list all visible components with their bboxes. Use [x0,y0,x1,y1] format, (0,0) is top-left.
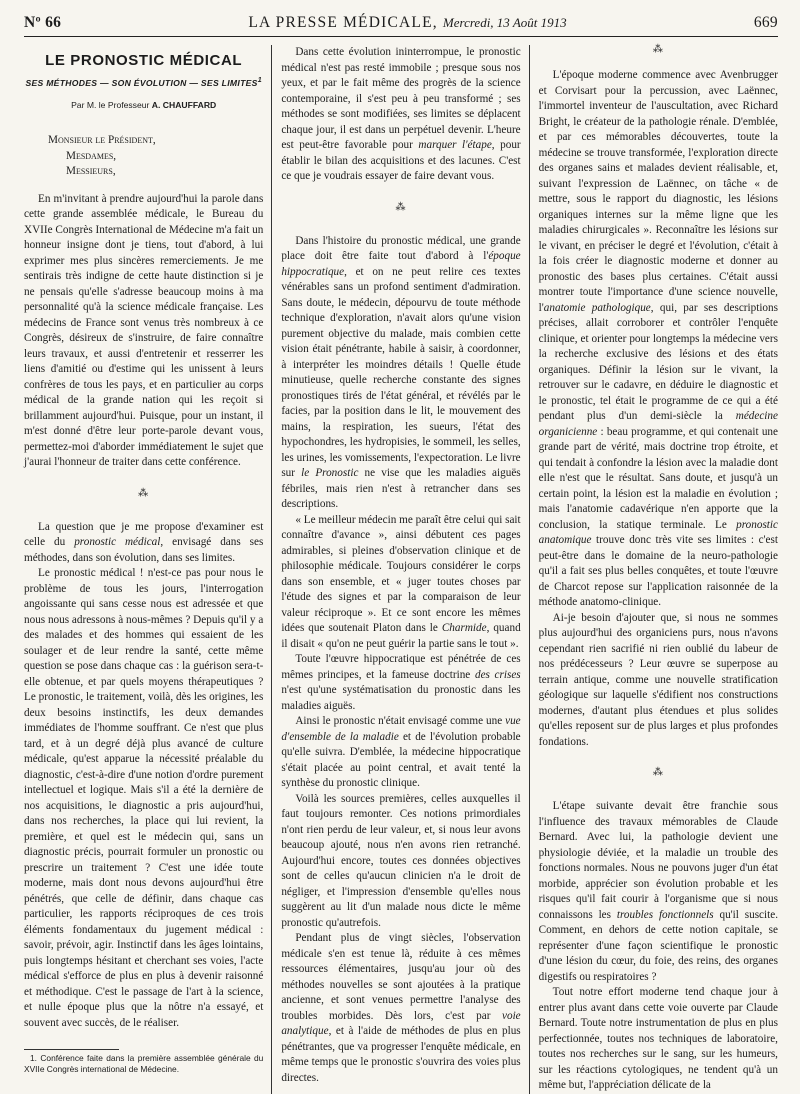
asterism-ornament: ⁂ [395,201,407,213]
paragraph: Ainsi le pronostic n'était envisagé comme une vue d'ensemble de la maladie et de l'évolution probable qu'elle suivra. D'emblée, la médecine hippocratique s'était placée au point central, et avait tenté la synthèse du pronostic clinique. [281,715,521,789]
paragraph: « Le meilleur médecin me paraît être celui qui sait connaître d'avance », ainsi débutent ces pages admirables, si pleines d'observation clinique et de philosophie médicale. Toujours considérer le corps dans son ensemble, et « juger toutes choses par l'étude des signes et par la comparaison de leur valeur réciproque ». Et ce sont encore les mêmes idées que soutenait Platon dans le Charmide, quand il disait « qu'on ne peut guérir la partie sans le tout ». [281,513,521,650]
asterism-ornament: ⁂ [138,487,150,499]
column-3 [530,45,778,1094]
asterism-ornament: ⁂ [652,767,664,778]
paragraph: Toute l'œuvre hippocratique est pénétrée de ces mêmes principes, et la fameuse doctrine des crises n'est qu'une systématisation du pronostic dans les maladies aiguës. [281,653,521,712]
author-prefix: Par M. le Professeur [71,99,150,110]
paragraph: L'époque moderne commence avec Avenbrugger et Corvisart pour la percussion, avec Laënnec, l'immortel inventeur de l'auscultation, avec Richard Bright, le créateur de la pathologie rénale. D'emblée, et par ces mémorables découvertes, toute la médecine se trouve transformée, l'exploration directe des organes sains et malades devient réalisable, et, suivant l'expression de Laënnec, on tâche « de mettre, sous le rapport du diagnostic, les lésions organiques internes sur la même ligne que les maladies chirurgicales ». Reconnaître les lésions sur le vivant, en préciser le degré et l'évolution, c'était à la fois créer le diagnostic moderne et donner au pronostic des bases plus certaines. C'était aussi montrer toute l'importance d'une science nouvelle, l'anatomie pathologique, qui, par ses descriptions précises, allait corroborer et contrôler l'enquête clinique, et orienter pour longtemps la médecine vers la recherche exclusive des lésions et des états organiques. Définir la lésion sur le vivant, la retrouver sur le cadavre, en déduire le diagnostic et le pronostic, tel était le programme de ce qui a été pendant plus d'un demi-siècle la médecine organicienne : beau programme, et qui contenait une grande part de vérité, mais doctrine trop étroite, et qui tendait à confondre la lésion avec la maladie dont elle n'est que le résultat. Sans doute, et jusqu'à un certain point, la lésion est la maladie en évolution ; mais l'anatomie cadavérique n'en apporte que la conclusion, la statique terminale. Le pronostic anatomique trouve donc très vite ses limites : c'est peut-être dans le domaine de la neuro-pathologie qu'il a fait ses plus belles conquêtes, et toute l'œuvre de Charcot repose sur l'application raisonnée de la méthode anatomo-clinique. [538,69,778,608]
salutation-line: Messieurs, [66,165,116,178]
paragraph: Dans l'histoire du pronostic médical, une grande place doit être faite tout d'abord à l'époque hippocratique, et on ne peut relire ces textes vénérables sans un profond sentiment d'admiration. Sans doute, le médecin, dépourvu de toute méthode technique d'exploration, n'avait alors qu'une vision purement objective du malade, mais combien cette vision était pénétrante, habile à saisir, à coordonner, à interpréter les moindres détails ! Quelle étude minutieuse, quelle recherche constante des signes pronostiques tirés de l'état général, et révélés par le facies, par la position dans le lit, le mouvement des mains, la respiration, les sueurs, l'état des hypochondres, les hydropisies, le sommeil, les selles, les urines, les vomissements, l'expectoration. Le livre sur le Pronostic ne vise que les maladies aiguës fébriles, mais rien n'est à retrancher dans ses descriptions. [281,234,521,510]
author-name: A. CHAUFFARD [151,99,217,110]
article-columns [24,45,778,1094]
column-1 [24,45,271,1094]
paragraph: La question que je me propose d'examiner est celle du pronostic médical, envisagé dans ses méthodes, dans son évolution, dans ses limites. [24,520,264,564]
footnote-ref: 1 [257,76,262,84]
paragraph: En m'invitant à prendre aujourd'hui la parole dans cette grande assemblée médicale, le Bureau du XVIIe Congrès International de Médecine m'a fait un honneur insigne dont je tiens, tout d'abord, à lui exprimer mes plus sincères remerciements. Je me sentirais très indigne de cette haute distinction si je ne pensais qu'elle s'adresse beaucoup moins à ma personnalité qu'à la science médicale française. Les médecins de France sont venus très nombreux à ce Congrès, désireux de s'instruire, de faire connaître leurs travaux, et aussi d'entretenir et resserrer les liens d'amitié ou d'estime qui les unissent à leurs confrères de tous les pays, et en particulier au corps médical de la grande nation qui les reçoit si brillamment aujourd'hui. Puisque, pour un instant, il m'est donné d'être leur porte-parole devant vous, permettez-moi d'aborder immédiatement le sujet que j'aurai l'honneur de traiter dans cette conférence. [24,192,264,469]
paragraph: Pendant plus de vingt siècles, l'observation médicale s'en est tenue là, réduite à ces mêmes ressources élémentaires, jusqu'au jour où des méthodes nouvelles se sont ajoutées à la pratique ancienne, et sont venues permettre l'analyse des troubles morbides. Dès lors, c'est par voie analytique, et à l'aide de méthodes de plus en plus pénétrantes, que va progresser l'enquête médicale, en même temps que le pronostic s'ouvrira des voies plus directes. [281,932,521,1084]
journal-name: LA PRESSE MÉDICALE, [248,14,438,31]
salutation [48,133,263,180]
asterism-ornament: ⁂ [652,44,664,55]
article-title: LE PRONOSTIC MÉDICAL [45,52,243,69]
article-subtitle [24,73,263,91]
paragraph: L'étape suivante devait être franchie sous l'influence des travaux mémorables de Claude Bernard. Avec lui, la pathologie devient une physiologie déviée, et la maladie un trouble des fonctions normales. Nous ne pouvons juger d'un état morbide, apprécier son évolution probable et les risques qu'il fait courir à l'organisme que si nous connaissons les troubles fonctionnels qu'il suscite. Comment, en dehors de cette notion capitale, se représenter d'une façon scientifique le pronostic d'une lésion du cœur, du foie, des reins, des organes digestifs ou respiratoires ? [538,800,778,983]
salutation-line: Mesdames, [66,149,117,162]
paragraph: Dans cette évolution ininterrompue, le pronostic médical n'est pas resté immobile ; presque sous nos yeux, et par le fait même des progrès de la science contemporaine, il s'est peu à peu transformé ; ses méthodes se sont modifiées, ses limites se déplacent chaque jour, il est dans un perpétuel devenir. L'heure est peut-être favorable pour marquer l'étape, pour établir le bilan des acquisitions et des lacunes. C'est ce que je voudrais essayer de faire devant vous. [281,46,521,182]
subtitle-text: SES MÉTHODES — SON ÉVOLUTION — SES LIMITES [25,77,258,88]
paragraph: Le pronostic médical ! n'est-ce pas pour nous le problème de tous les jours, l'interrogation angoissante qui sans cesse nous est adressée et que nous nous adressons à nous-mêmes ? Depuis qu'il y a des malades et des hommes qui essaient de les soulager et de leur rendre la santé, cette même question se pose dans chaque cas : la guérison sera-t-elle obtenue, et par quels moyens thérapeutiques ? Le pronostic, le traitement, voilà, dès les origines, les deux besoins instinctifs, les deux demandes immédiates de l'homme souffrant. Ce n'est que plus tard, et à un degré déjà plus avancé de culture médicale, qu'est apparue la nécessité préalable du diagnostic, c'est-à-dire d'une notion d'ordre purement intellectuel et logique. Mais s'il a été la dernière de nos acquisitions, le diagnostic a pris aujourd'hui, dans nos recherches, la place qui lui revient, la première, et quel est le médecin qui, sans un diagnostic précis, pourrait formuler un pronostic ou prescrire un traitement ? C'est une idée toute moderne, mais dont nous devons aujourd'hui être pénétrés, que celle de définir, dans chaque cas particulier, les rapports réciproques de ces trois éléments fondamentaux du jugement médical : savoir, prévoir, agir. Instinctif dans les âges lointains, puis longtemps hésitant et cherchant ses voies, l'acte médical s'efforce de plus en plus à devenir raisonné et méthodique. C'est le passage de l'art à la science, et nulle époque plus que la nôtre n'a essayé, et souvent avec succès, de le réaliser. [24,567,264,1029]
column-2 [271,45,529,1094]
article-author [24,98,263,114]
salutation-line: Monsieur le Président, [48,134,156,147]
journal-title [248,14,566,32]
footnote-rule [24,1049,119,1050]
footnote: 1. Conférence faite dans la première assemblée générale du XVIIe Congrès international de Médecine. [24,1053,264,1075]
page-number: 669 [753,14,778,31]
paragraph: Voilà les sources premières, celles auxquelles il faut toujours remonter. Ces notions primordiales n'ont rien perdu de leur valeur, et, si nous leur avons beaucoup ajouté, nous n'en avons rien retranché. Aujourd'hui encore, toutes ces données objectives sont de celles qu'aucun clinicien n'a le droit de négliger, et l'impression d'ensemble qu'elles nous suggèrent au lit d'un malade nous dicte le même pronostic qu'autrefois. [281,792,521,929]
page-header [24,14,778,37]
paragraph: Tout notre effort moderne tend chaque jour à entrer plus avant dans cette voie ouverte par Claude Bernard. Toute notre instrumentation de plus en plus perfectionnée, toutes nos techniques de laboratoire, toutes nos recherches sur le sang, sur les humeurs, sur les réactions cytologiques, ne tendent qu'à un même but, l'appréciation délicate de la [538,986,778,1091]
issue-number: Nº 66 [24,14,62,31]
issue-date: Mercredi, 13 Août 1913 [442,15,567,30]
paragraph: Ai-je besoin d'ajouter que, si nous ne sommes plus aujourd'hui des organiciens purs, nous n'avons cependant rien sacrifié ni rien oublié du labeur de nos prédécesseurs ? Leur œuvre se superpose au terrain antique, comme une nouvelle stratification géologique sur laquelle s'édifient nos constructions modernes, d'autant plus étendues et plus solides qu'elles reposent sur de plus larges et plus profondes fondations. [538,611,778,748]
